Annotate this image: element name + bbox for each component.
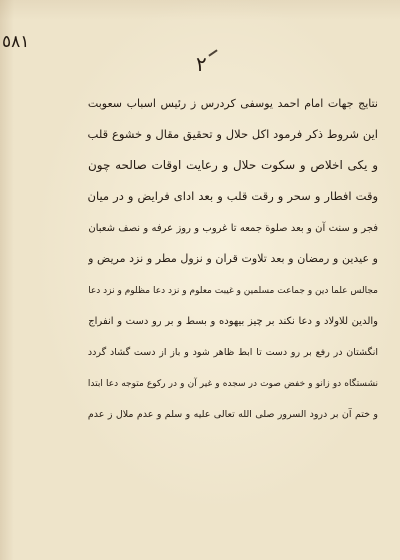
text-line-content: انگشتان در رفع بر رو دست تا ابط ظاهر شود و باز از دست گشاد گردد: [88, 347, 378, 358]
text-line-content: این شروط ذکر فرمود اکل حلال و تحقیق مقال و خشوع قلب: [88, 127, 378, 141]
text-line-content: و ختم آن بر درود السرور صلی الله تعالی علیه و سلم و عدم ملال ز عدم: [88, 409, 378, 420]
text-line-content: والدین للاولاد و دعا نکند بر چیز بیهوده و بسط و بر رو دست و انفراج: [88, 316, 378, 327]
text-line: [88, 272, 378, 303]
text-line: [88, 86, 378, 117]
text-line: [88, 241, 378, 272]
text-line-content: و یکی اخلاص و سکوت حلال و رعایت اوقات صالحه چون: [88, 158, 378, 172]
text-line-content: و عیدین و رمضان و بعد تلاوت قران و نزول مطر و نزد مریض و: [88, 252, 378, 265]
text-line-content: فجر و سنت آن و بعد صلوة جمعه تا غروب و روز عرفه و نصف شعبان: [88, 223, 378, 234]
text-line: [88, 179, 378, 210]
folio-number: ٥٨١: [2, 32, 30, 52]
page-number-mark: [208, 49, 217, 56]
page-number: ٢: [196, 52, 207, 76]
text-line-content: مجالس علما دین و جماعت مسلمین و غیبت معلوم و نزد دعا مظلوم و نزد دعا: [88, 286, 378, 296]
text-line: [88, 365, 378, 396]
text-line: [88, 148, 378, 179]
text-line-content: نشستگاه دو زانو و خفض صوت در سجده و غیر آن و در رکوع متوجه دعا ابتدا: [88, 379, 378, 389]
text-line-content: نتایج جهات امام احمد یوسفی کردرس ز رئیس اسباب سعوبت: [88, 97, 378, 110]
manuscript-text-block: [88, 86, 378, 427]
text-line-content: وقت افطار و سحر و رقت قلب و بعد ادای فرایض و در میان: [88, 189, 378, 203]
text-line: [88, 210, 378, 241]
text-line: [88, 117, 378, 148]
text-line: [88, 396, 378, 427]
text-line: [88, 303, 378, 334]
text-line: [88, 334, 378, 365]
